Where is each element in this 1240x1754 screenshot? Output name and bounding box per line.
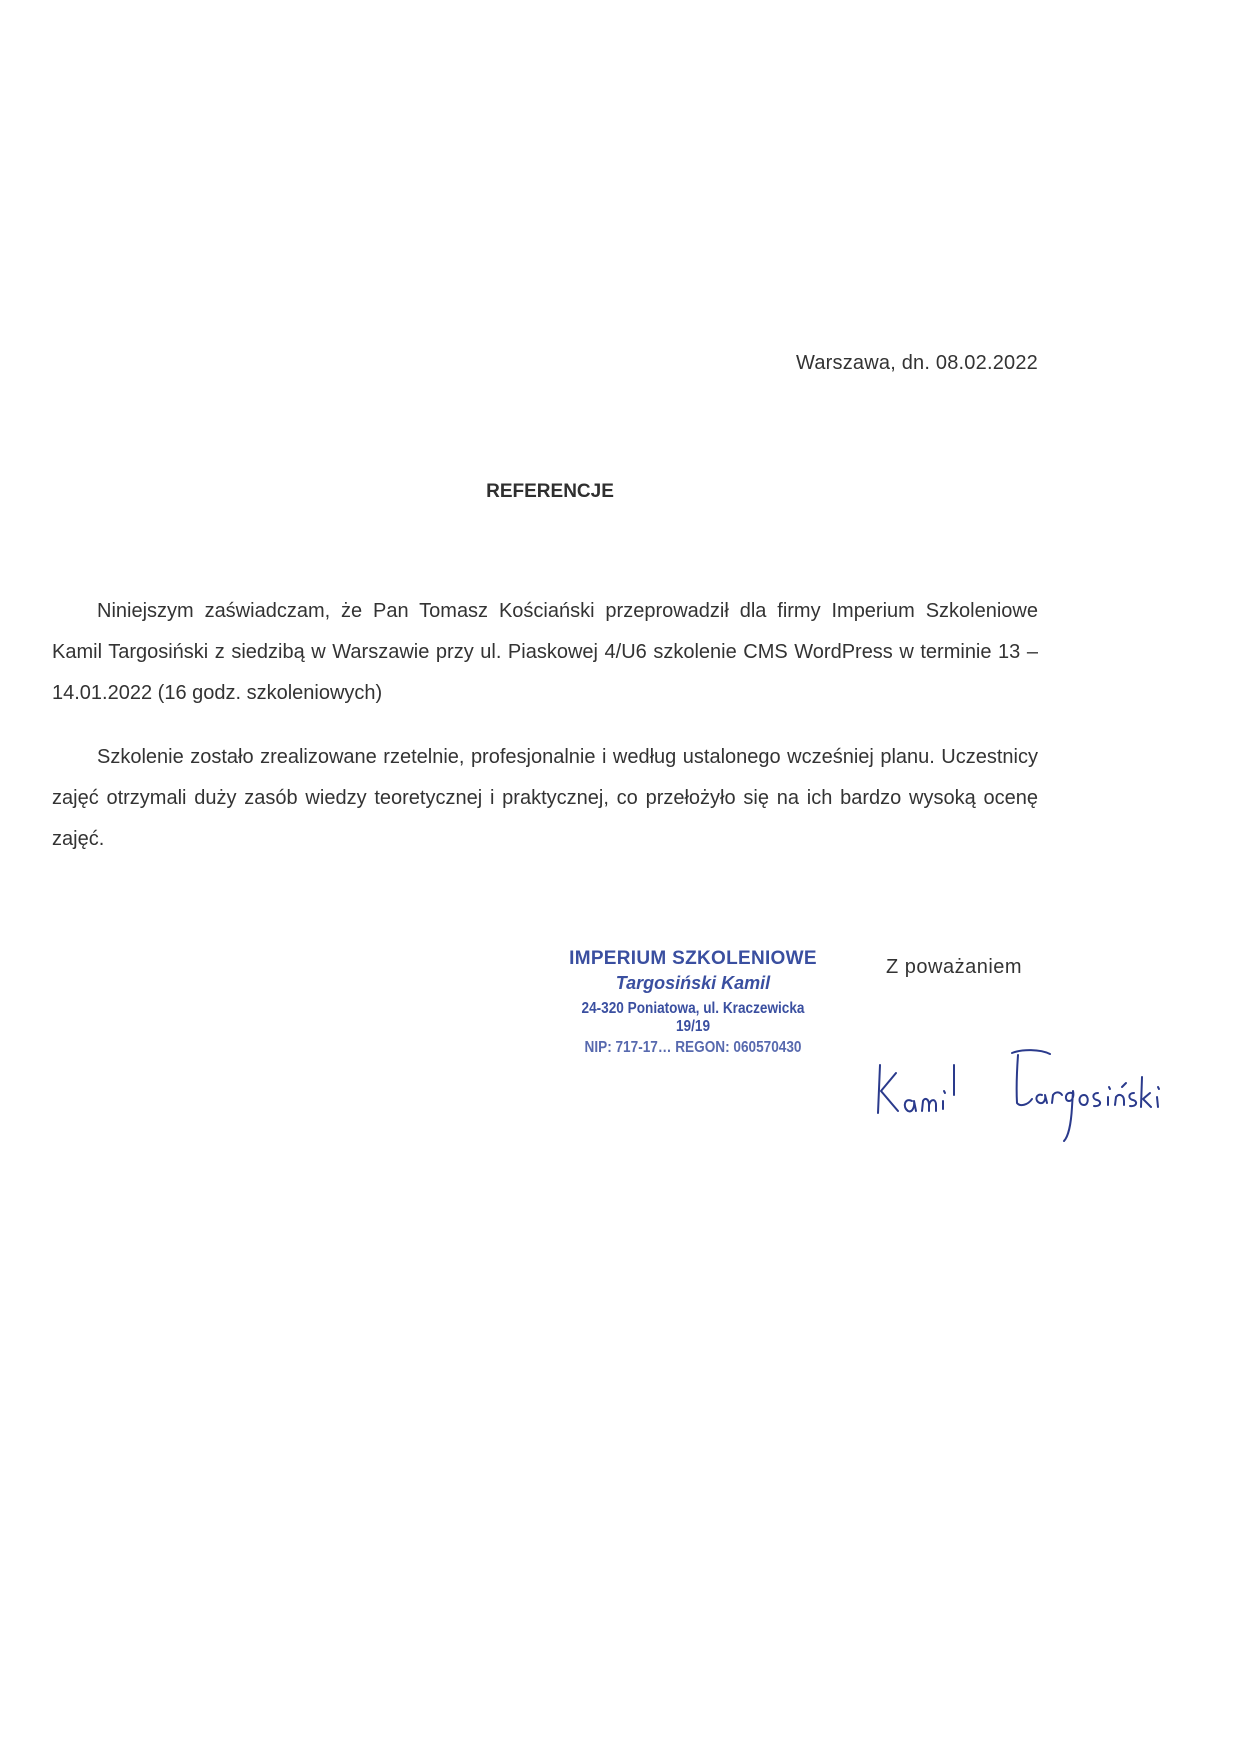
paragraph-2-text: Szkolenie zostało zrealizowane rzetelnie, profesjonalnie i według ustalonego wcześniej planu. Uczestnicy zajęć otrzymali duży zasób wiedzy teoretycznej i praktycznej, co przełożyło się na ich bardzo wysoką ocenę zajęć. bbox=[52, 746, 1038, 850]
company-stamp bbox=[548, 948, 838, 1057]
paragraph-1-text: Niniejszym zaświadczam, że Pan Tomasz Kościański przeprowadził dla firmy Imperium Szkoleniowe Kamil Targosiński z siedzibą w Warszawie przy ul. Piaskowej 4/U6 szkolenie CMS WordPress w terminie 13 – 14.01.2022 (16 godz. szkoleniowych) bbox=[52, 600, 1038, 704]
stamp-address: 24-320 Poniatowa, ul. Kraczewicka 19/19 bbox=[581, 1000, 805, 1035]
stamp-owner-name: Targosiński Kamil bbox=[615, 973, 771, 993]
stamp-company-name: IMPERIUM SZKOLENIOWE bbox=[569, 948, 817, 969]
handwritten-signature bbox=[872, 1045, 1162, 1145]
document-title: REFERENCJE bbox=[486, 481, 614, 502]
stamp-tax-ids: NIP: 717-17… REGON: 060570430 bbox=[584, 1039, 802, 1056]
place-date: Warszawa, dn. 08.02.2022 bbox=[796, 352, 1038, 374]
body-paragraph-1 bbox=[52, 591, 1038, 714]
body-paragraph-2 bbox=[52, 737, 1038, 860]
closing-salutation: Z poważaniem bbox=[886, 956, 1023, 978]
